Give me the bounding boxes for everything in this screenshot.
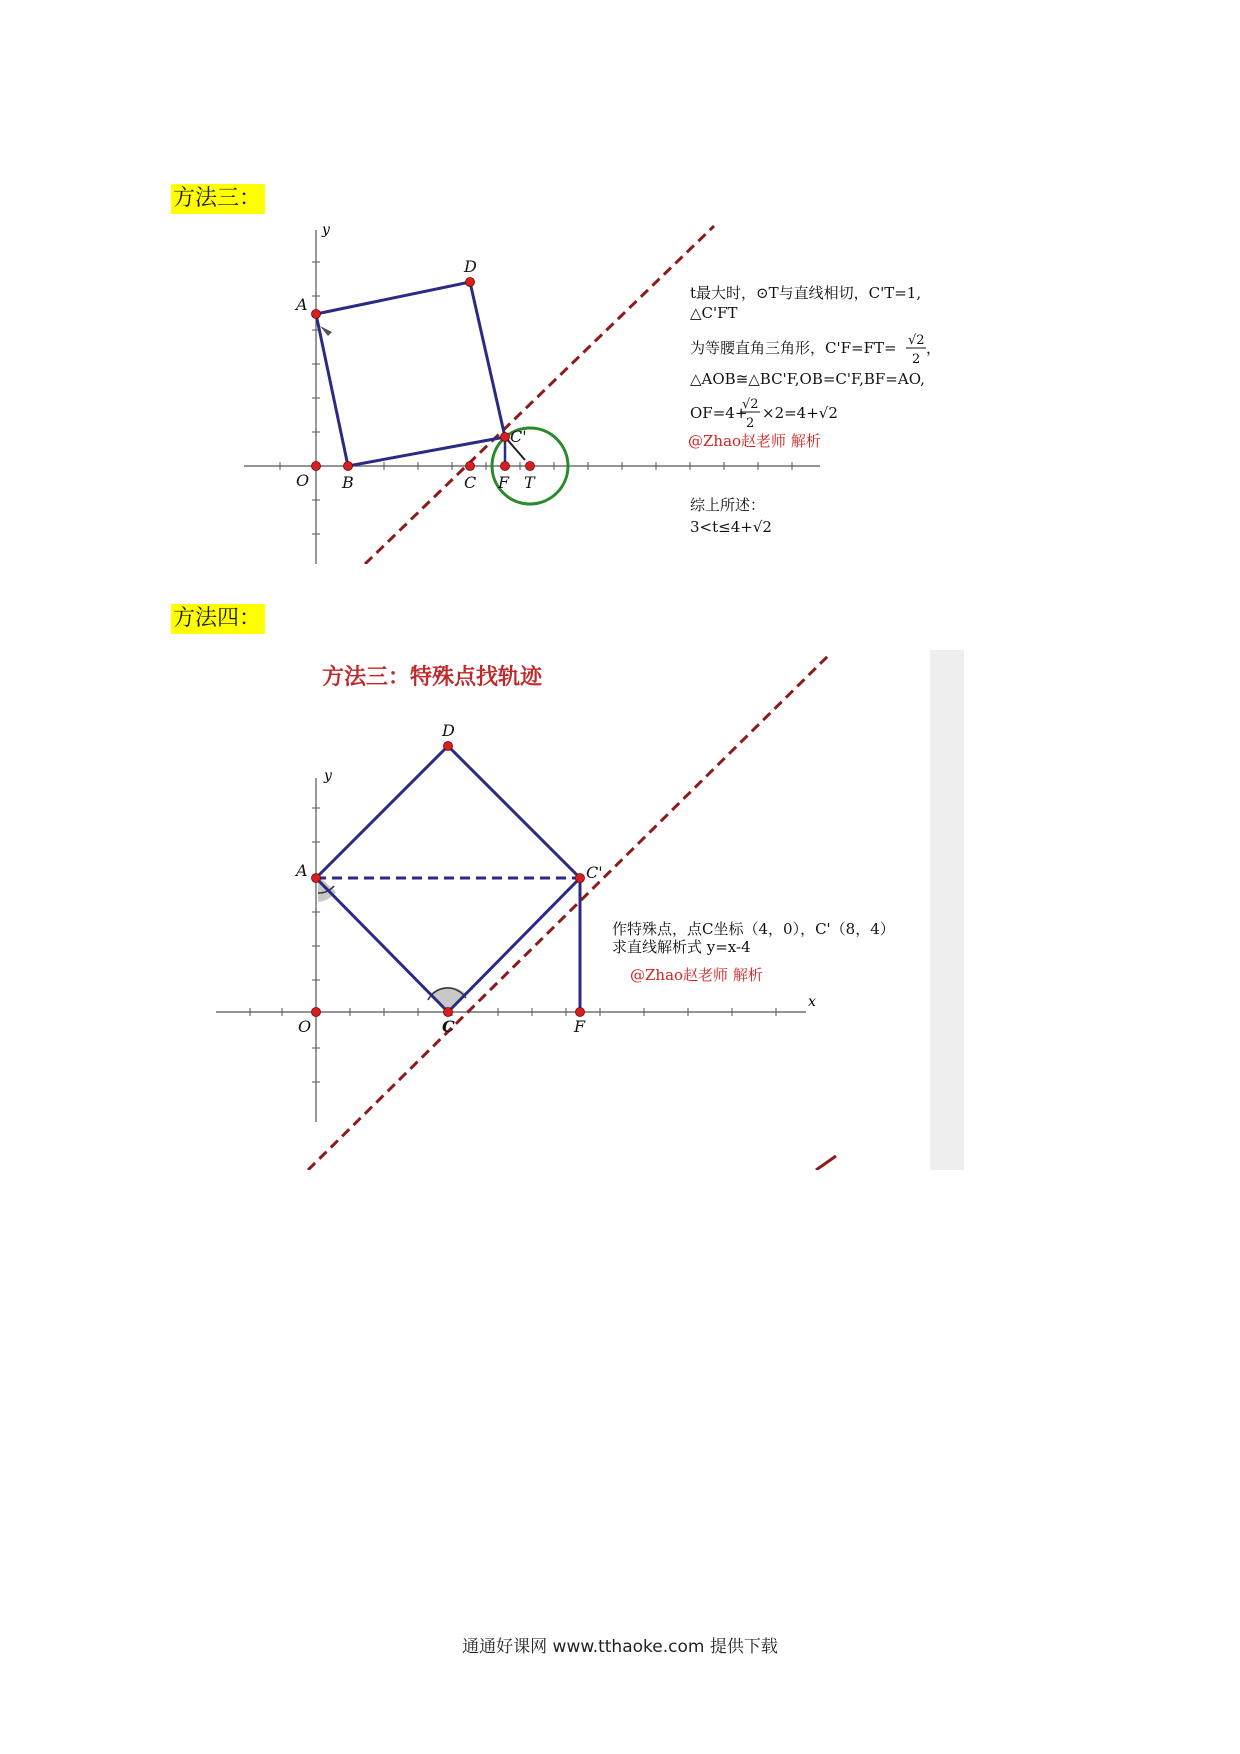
explain-line-1: t最大时，⊙T与直线相切，C'T=1, bbox=[690, 284, 922, 302]
point-o bbox=[312, 462, 321, 471]
point-a bbox=[312, 310, 321, 319]
explain-line-4: △AOB≅△BC'F,OB=C'F,BF=AO, bbox=[690, 370, 925, 388]
label-c-prime: C' bbox=[510, 427, 527, 446]
tangent-line bbox=[365, 226, 714, 564]
label-c: C bbox=[464, 473, 477, 492]
diagram-method-4 bbox=[214, 650, 964, 1170]
x-axis-label: x bbox=[808, 994, 816, 1010]
image-edge-shadow bbox=[930, 650, 964, 1170]
explain-line-1: 作特殊点，点C坐标（4，0），C'（8，4） bbox=[612, 920, 895, 938]
explain-line-5: OF=4+ bbox=[690, 404, 748, 422]
label-c-prime: C' bbox=[586, 863, 603, 882]
point-c bbox=[444, 1008, 453, 1017]
diagram-method-3 bbox=[240, 222, 940, 564]
point-o bbox=[312, 1008, 321, 1017]
point-c-prime bbox=[501, 433, 510, 442]
y-axis-label: y bbox=[324, 768, 332, 784]
point-c-prime bbox=[576, 874, 585, 883]
point-c bbox=[466, 462, 475, 471]
footer-text: 通通好课网 www.tthaoke.com 提供下载 bbox=[462, 1637, 778, 1657]
credit-method-3: @Zhao赵老师 解析 bbox=[688, 432, 821, 450]
square-abcd bbox=[316, 282, 505, 466]
locus-line bbox=[308, 654, 830, 1170]
label-o: O bbox=[296, 471, 310, 490]
credit-method-4: @Zhao赵老师 解析 bbox=[630, 966, 763, 984]
explain-line-5-suffix: ×2=4+√2 bbox=[762, 404, 838, 422]
section-label-method-4: 方法四： bbox=[171, 604, 265, 634]
label-f: F bbox=[574, 1017, 586, 1036]
point-a bbox=[312, 874, 321, 883]
section-label-method-3: 方法三： bbox=[171, 184, 265, 214]
summary-value: 3<t≤4+√2 bbox=[690, 518, 772, 536]
label-b: B bbox=[342, 473, 354, 492]
point-t bbox=[526, 462, 535, 471]
explain-line-2: △C'FT bbox=[690, 304, 738, 322]
point-b bbox=[344, 462, 353, 471]
frac-num-1: √2 bbox=[908, 333, 925, 348]
label-a: A bbox=[296, 295, 308, 314]
label-d: D bbox=[442, 721, 455, 740]
explain-line-3-suffix: ， bbox=[926, 339, 940, 357]
point-d bbox=[466, 278, 475, 287]
label-o: O bbox=[298, 1017, 312, 1036]
frac-den-2: 2 bbox=[746, 416, 755, 431]
locus-line-fragment bbox=[816, 1156, 836, 1170]
y-axis-label: y bbox=[322, 222, 330, 238]
diagram-title: 方法三：特殊点找轨迹 bbox=[322, 664, 543, 690]
summary-title: 综上所述： bbox=[690, 496, 766, 514]
figure-method-4 bbox=[214, 650, 964, 1174]
label-d: D bbox=[464, 257, 477, 276]
label-a: A bbox=[296, 861, 308, 880]
point-d bbox=[444, 742, 453, 751]
figure-method-3 bbox=[240, 222, 940, 568]
explain-line-2: 求直线解析式 y=x-4 bbox=[612, 938, 751, 956]
label-c: C bbox=[442, 1017, 455, 1036]
label-f: F bbox=[498, 473, 510, 492]
frac-num-2: √2 bbox=[742, 397, 759, 412]
frac-den-1: 2 bbox=[912, 352, 921, 367]
point-f bbox=[576, 1008, 585, 1017]
label-t: T bbox=[524, 473, 535, 492]
point-f bbox=[501, 462, 510, 471]
explain-line-3: 为等腰直角三角形，C'F=FT= bbox=[690, 339, 897, 357]
